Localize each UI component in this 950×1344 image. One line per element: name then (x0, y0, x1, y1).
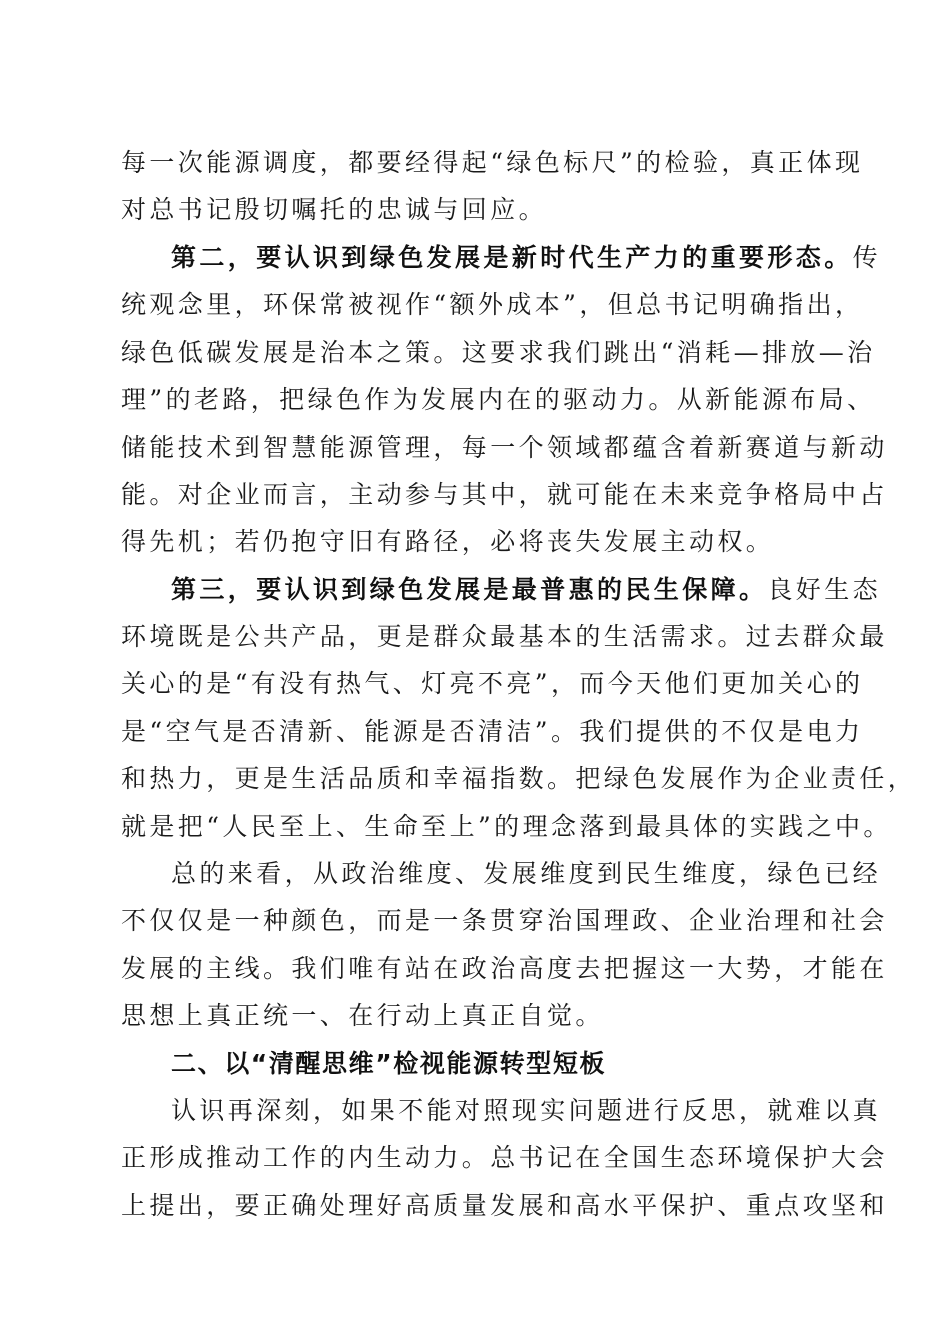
section-heading: 二、以“清醒思维”检视能源转型短板 (171, 1049, 607, 1078)
paragraph-3-line-1-rest: 良好生态 (767, 575, 882, 604)
paragraph-2-line-1-rest: 传 (852, 243, 882, 272)
paragraph-1-line-1: 每一次能源调度，都要经得起“绿色标尺”的检验，真正体现 (121, 148, 864, 177)
paragraph-2-line-1 (171, 239, 881, 277)
paragraph-3-line-2: 环境既是公共产品，更是群众最基本的生活需求。过去群众最 (121, 622, 888, 651)
paragraph-4-line-3: 发展的主线。我们唯有站在政治高度去把握这一大势，才能在 (121, 954, 888, 983)
paragraph-2-line-6: 能。对企业而言，主动参与其中，就可能在未来竞争格局中占 (121, 480, 888, 509)
paragraph-2-line-7: 得先机；若仍抱守旧有路径，必将丧失发展主动权。 (121, 527, 775, 556)
paragraph-2-line-4: 理”的老路，把绿色作为发展内在的驱动力。从新能源布局、 (121, 385, 876, 414)
paragraph-2-line-5: 储能技术到智慧能源管理，每一个领域都蕴含着新赛道与新动 (121, 433, 888, 462)
paragraph-3-line-6: 就是把“人民至上、生命至上”的理念落到最具体的实践之中。 (121, 812, 892, 841)
paragraph-2-lead: 第二，要认识到绿色发展是新时代生产力的重要形态。 (171, 243, 853, 272)
paragraph-2-line-3: 绿色低碳发展是治本之策。这要求我们跳出“消耗—排放—治 (121, 338, 876, 367)
paragraph-4-line-2: 不仅仅是一种颜色，而是一条贯穿治国理政、企业治理和社会 (121, 906, 888, 935)
paragraph-3-line-1 (171, 571, 881, 609)
paragraph-5-line-3: 上提出，要正确处理好高质量发展和高水平保护、重点攻坚和 (121, 1191, 888, 1220)
paragraph-3-line-4: 是“空气是否清新、能源是否清洁”。我们提供的不仅是电力 (121, 717, 864, 746)
paragraph-3-line-5: 和热力，更是生活品质和幸福指数。把绿色发展作为企业责任， (121, 764, 917, 793)
paragraph-5-line-2: 正形成推动工作的内生动力。总书记在全国生态环境保护大会 (121, 1143, 888, 1172)
paragraph-3-lead: 第三，要认识到绿色发展是最普惠的民生保障。 (171, 575, 768, 604)
paragraph-2-line-2: 统观念里，环保常被视作“额外成本”，但总书记明确指出， (121, 290, 864, 319)
paragraph-4-line-1: 总的来看，从政治维度、发展维度到民生维度，绿色已经 (171, 859, 882, 888)
paragraph-3-line-3: 关心的是“有没有热气、灯亮不亮”，而今天他们更加关心的 (121, 669, 864, 698)
paragraph-5-line-1: 认识再深刻，如果不能对照现实问题进行反思，就难以真 (171, 1096, 882, 1125)
paragraph-1-line-2: 对总书记殷切嘱托的忠诚与回应。 (121, 195, 548, 224)
paragraph-4-line-4: 思想上真正统一、在行动上真正自觉。 (121, 1001, 604, 1030)
